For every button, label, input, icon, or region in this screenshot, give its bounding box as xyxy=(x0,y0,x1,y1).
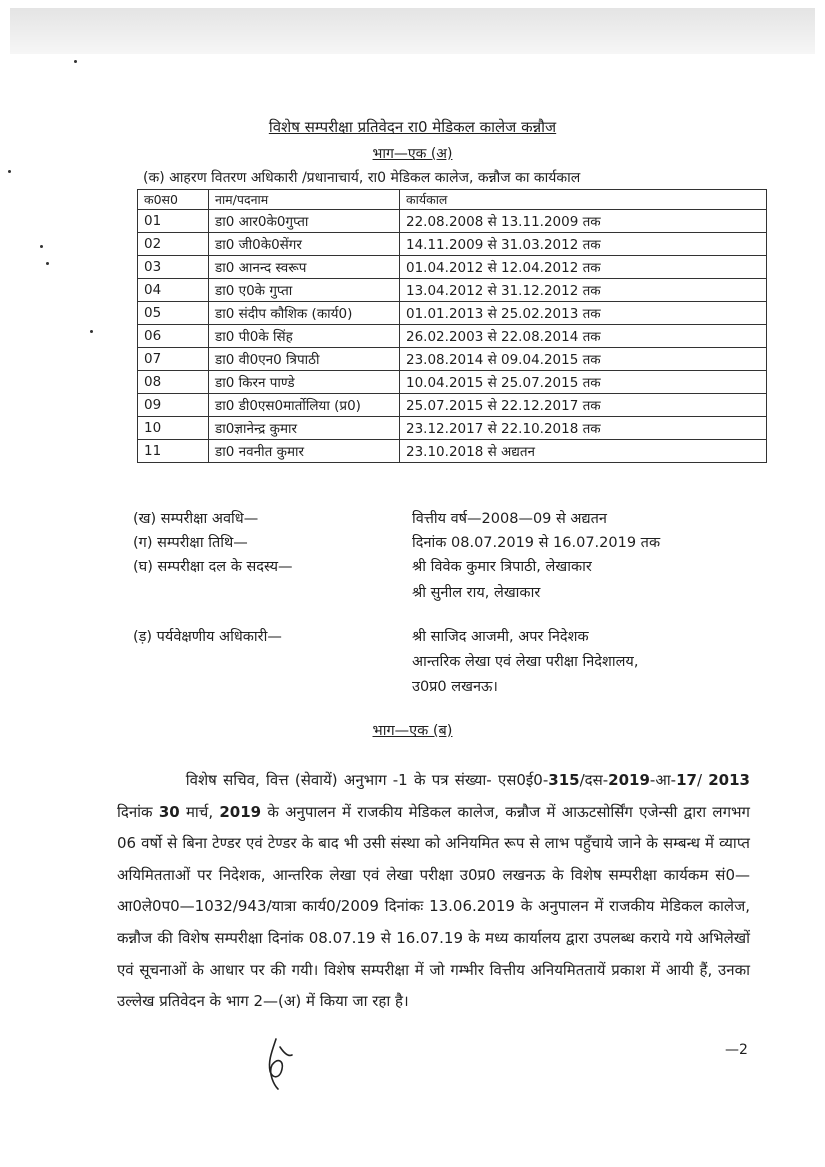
name-cell: डा0 वी0एन0 त्रिपाठी xyxy=(209,348,400,371)
col-header-serial: क0स0 xyxy=(138,190,209,210)
section-k-heading: (क) आहरण वितरण अधिकारी /प्रधानाचार्य, रा0 मेडिकल कालेज, कन्नौज का कार्यकाल xyxy=(143,170,581,186)
serial-cell: 03 xyxy=(138,256,209,279)
serial-cell: 01 xyxy=(138,210,209,233)
document-title: विशेष सम्परीक्षा प्रतिवेदन रा0 मेडिकल कालेज कन्नौज xyxy=(268,118,557,136)
para-bold: 2013 xyxy=(708,771,750,789)
part-a-heading: भाग—एक (अ) xyxy=(372,146,453,162)
table-row xyxy=(138,233,767,256)
name-cell: डा0 नवनीत कुमार xyxy=(209,440,400,463)
serial-cell: 11 xyxy=(138,440,209,463)
body-paragraph xyxy=(117,765,750,1018)
officers-table xyxy=(137,189,767,463)
serial-cell: 07 xyxy=(138,348,209,371)
audit-team-label: (घ) सम्परीक्षा दल के सदस्य— xyxy=(133,559,293,575)
para-text: मार्च, xyxy=(179,802,220,821)
serial-cell: 08 xyxy=(138,371,209,394)
scan-speck xyxy=(74,60,77,63)
table-row xyxy=(138,440,767,463)
tenure-cell: 01.04.2012 से 12.04.2012 तक xyxy=(400,256,767,279)
col-header-name: नाम/पदनाम xyxy=(209,190,400,210)
para-text: विशेष सचिव, वित्त (सेवायें) अनुभाग -1 के पत्र संख्या- एस0ई0- xyxy=(185,771,549,789)
supervising-officer-name: श्री साजिद आजमी, अपर निदेशक xyxy=(412,629,589,645)
supervising-officer-label: (ड़) पर्यवेक्षणीय अधिकारी— xyxy=(133,629,282,645)
tenure-cell: 26.02.2003 से 22.08.2014 तक xyxy=(400,325,767,348)
part-b-heading: भाग—एक (ब) xyxy=(372,723,453,739)
tenure-cell: 01.01.2013 से 25.02.2013 तक xyxy=(400,302,767,325)
audit-period-label: (ख) सम्परीक्षा अवधि— xyxy=(133,511,259,527)
para-text: /दस- xyxy=(579,771,609,789)
supervising-officer-dept: आन्तरिक लेखा एवं लेखा परीक्षा निदेशालय, xyxy=(412,654,639,670)
table-row xyxy=(138,256,767,279)
page-reference: —2 xyxy=(725,1042,748,1058)
audit-period-value: वित्तीय वर्ष—2008—09 से अद्यतन xyxy=(412,511,607,527)
para-bold: 17 xyxy=(676,771,697,789)
tenure-cell: 13.04.2012 से 31.12.2012 तक xyxy=(400,279,767,302)
name-cell: डा0 संदीप कौशिक (कार्य0) xyxy=(209,302,400,325)
tenure-cell: 22.08.2008 से 13.11.2009 तक xyxy=(400,210,767,233)
tenure-cell: 14.11.2009 से 31.03.2012 तक xyxy=(400,233,767,256)
serial-cell: 10 xyxy=(138,417,209,440)
scan-shadow-band xyxy=(10,8,815,54)
serial-cell: 06 xyxy=(138,325,209,348)
scan-speck xyxy=(46,262,49,265)
para-text: / xyxy=(696,771,709,789)
tenure-cell: 10.04.2015 से 25.07.2015 तक xyxy=(400,371,767,394)
table-row xyxy=(138,210,767,233)
serial-cell: 05 xyxy=(138,302,209,325)
name-cell: डा0ज्ञानेन्द्र कुमार xyxy=(209,417,400,440)
supervising-officer-city: उ0प्र0 लखनऊ। xyxy=(412,679,498,695)
para-text: के अनुपालन में राजकीय मेडिकल कालेज, कन्नौज में आऊटसोर्सिंग एजेन्सी द्वारा लगभग 06 वर्षो से बिना टेण्डर एवं टेण्डर के बाद भी उसी संस्था को अनियमित रूप से लाभ पहुँचाये जाने के सम्बन्ध में व्याप्त अयिमितताओं पर निदेशक, आन्तरिक लेखा एवं लेखा परीक्षा उ0प्र0 लखनऊ के विशेष सम्परीक्षा कार्यकम सं0—आ0ले0प0—1032/943/यात्रा कार्य0/2009 दिनांकः 13.06.2019 के अनुपालन में राजकीय मेडिकल कालेज, कन्नौज की विशेष सम्परीक्षा दिनांक 08.07.19 से 16.07.19 के मध्य कार्यालय द्वारा उपलब्ध कराये गये अभिलेखों एवं सूचनाओं के आधार पर की गयी। विशेष सम्परीक्षा में जो गम्भीर वित्तीय अनियमिततायें प्रकाश में आयी हैं, उनका उल्लेख प्रतिवेदन के भाग 2—(अ) में किया जा रहा है। xyxy=(117,802,751,1011)
tenure-cell: 25.07.2015 से 22.12.2017 तक xyxy=(400,394,767,417)
signature-mark xyxy=(258,1035,302,1091)
name-cell: डा0 आनन्द स्वरूप xyxy=(209,256,400,279)
tenure-cell: 23.10.2018 से अद्यतन xyxy=(400,440,767,463)
col-header-tenure: कार्यकाल xyxy=(400,190,767,210)
audit-date-label: (ग) सम्परीक्षा तिथि— xyxy=(133,535,248,551)
table-row xyxy=(138,302,767,325)
para-text: दिनांक xyxy=(117,802,159,821)
table-row xyxy=(138,417,767,440)
tenure-cell: 23.08.2014 से 09.04.2015 तक xyxy=(400,348,767,371)
table-row xyxy=(138,348,767,371)
table-row xyxy=(138,325,767,348)
name-cell: डा0 पी0के सिंह xyxy=(209,325,400,348)
scan-speck xyxy=(8,170,11,173)
scan-speck xyxy=(40,245,43,248)
audit-team-member-2: श्री सुनील राय, लेखाकार xyxy=(412,585,541,601)
para-bold: 2019 xyxy=(608,771,650,789)
serial-cell: 09 xyxy=(138,394,209,417)
audit-team-member-1: श्री विवेक कुमार त्रिपाठी, लेखाकार xyxy=(412,559,592,575)
name-cell: डा0 जी0के0सेंगर xyxy=(209,233,400,256)
scan-speck xyxy=(90,330,93,333)
para-text: -आ- xyxy=(649,771,677,789)
table-row xyxy=(138,371,767,394)
para-bold: 2019 xyxy=(219,802,262,821)
audit-date-value: दिनांक 08.07.2019 से 16.07.2019 तक xyxy=(412,535,661,551)
name-cell: डा0 आर0के0गुप्ता xyxy=(209,210,400,233)
name-cell: डा0 डी0एस0मार्तोलिया (प्र0) xyxy=(209,394,400,417)
table-row xyxy=(138,394,767,417)
name-cell: डा0 ए0के गुप्ता xyxy=(209,279,400,302)
para-bold: 315 xyxy=(548,771,580,789)
para-bold: 30 xyxy=(158,802,180,821)
table-row xyxy=(138,279,767,302)
tenure-cell: 23.12.2017 से 22.10.2018 तक xyxy=(400,417,767,440)
serial-cell: 02 xyxy=(138,233,209,256)
table-header-row xyxy=(138,190,767,210)
name-cell: डा0 किरन पाण्डे xyxy=(209,371,400,394)
serial-cell: 04 xyxy=(138,279,209,302)
